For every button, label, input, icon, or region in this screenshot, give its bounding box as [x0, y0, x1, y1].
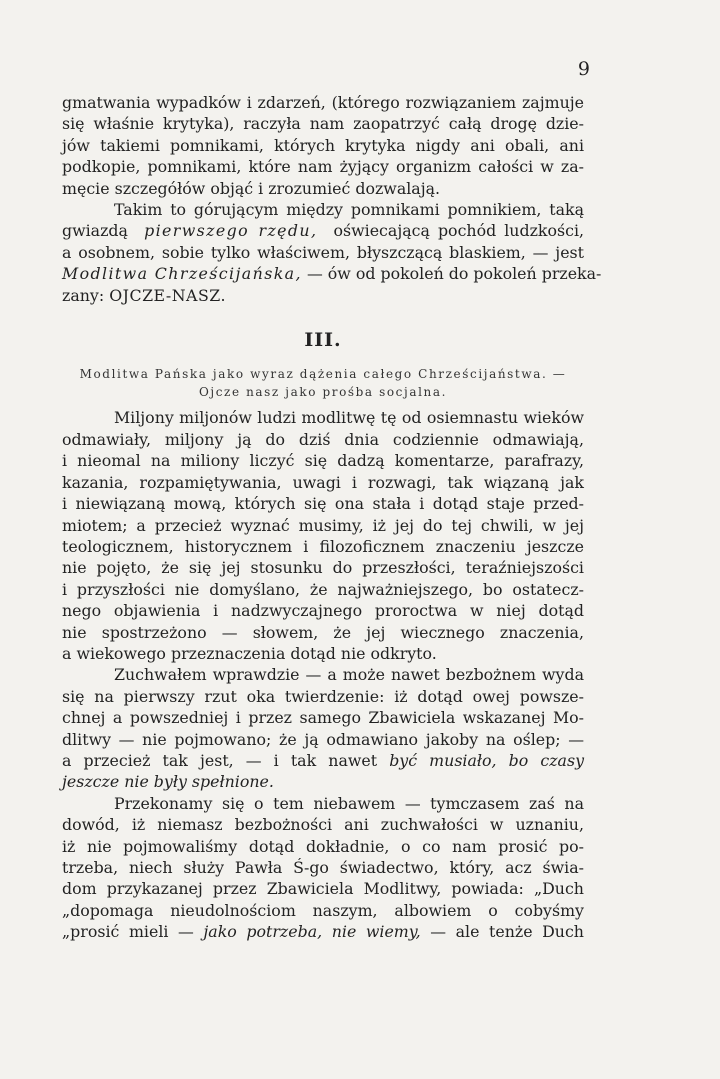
italic-text: jako potrzeba, nie wiemy,	[203, 922, 421, 942]
text-line: Zuchwałem wprawdzie — a może nawet bezbożnem wyda	[114, 665, 584, 685]
section-subtitle	[62, 365, 584, 401]
text-line: męcie szczegółów objąć i zrozumieć dozwalają.	[62, 178, 441, 198]
text-line: podkopie, pomnikami, które nam żyjący organizm całości w za-	[62, 157, 584, 177]
text-line: i przyszłości nie domyślano, że najważniejszego, bo ostatecz-	[62, 579, 584, 599]
text-line: a wiekowego przeznaczenia dotąd nie odkryto.	[62, 643, 437, 663]
paragraph-2	[62, 199, 602, 306]
italic-text: Modlitwa Chrześcijańska,	[62, 264, 302, 284]
text-line: i nieomal na miliony liczyć się dadzą komentarze, parafrazy,	[62, 451, 584, 471]
text-line: iż nie pojmowaliśmy dotąd dokładnie, o co nam prosić po-	[62, 836, 584, 856]
text-line: trzeba, niech służy Pawła Ś-go świadectwo, który, acz świa-	[62, 858, 584, 877]
text-line: odmawiały, miljony ją do dziś dnia codziennie odmawiają,	[62, 429, 584, 449]
text-line: teologicznem, historycznem i filozoficznem znaczeniu jeszcze	[62, 536, 584, 556]
text-line: miotem; a przecież wyznać musimy, iż jej do tej chwili, w jej	[62, 515, 584, 535]
text-line: nie pojęto, że się jej stosunku do przeszłości, teraźniejszości	[62, 558, 584, 578]
subtitle-line: Modlitwa Pańska jako wyraz dążenia całego Chrześcijaństwa. —	[79, 367, 567, 382]
section-heading: III.	[304, 329, 342, 352]
text-line: Takim to górującym między pomnikami pomnikiem, taką	[114, 200, 584, 220]
paragraph-4	[62, 664, 584, 792]
text-line	[62, 263, 602, 284]
paragraph-3	[62, 407, 584, 664]
emphasized-text: OJCZE-NASZ.	[109, 285, 226, 305]
text-run: „prosić mieli —	[62, 922, 194, 942]
text-line: chnej a powszedniej i przez samego Zbawiciela wskazanej Mo-	[62, 708, 584, 728]
text-line: nie spostrzeżono — słowem, że jej wiecznego znaczenia,	[62, 622, 584, 642]
paragraph-1	[62, 92, 584, 199]
text-line	[62, 220, 584, 241]
text-line: Przekonamy się o tem niebawem — tymczasem zaś na	[114, 793, 584, 813]
text-line: „dopomaga nieudolnościom naszym, albowiem o cobyśmy	[62, 900, 584, 920]
page-body	[62, 92, 602, 943]
text-line	[62, 921, 584, 942]
text-line: dowód, iż niemasz bezbożności ani zuchwałości w uznaniu,	[62, 815, 584, 835]
text-run: gwiazdą	[62, 221, 128, 241]
text-run: oświecającą pochód ludzkości,	[333, 221, 585, 241]
text-line: jów takiemi pomnikami, których krytyka nigdy ani obali, ani	[62, 135, 584, 155]
text-line: a osobnem, sobie tylko właściwem, błyszczącą blaskiem, — jest	[62, 242, 584, 262]
text-line: nego objawienia i nadzwyczajnego proroctwa w niej dotąd	[62, 601, 584, 621]
text-line	[62, 750, 584, 771]
italic-text: pierwszego rzędu,	[144, 221, 318, 241]
subtitle-line: Ojcze nasz jako prośba socjalna.	[198, 385, 448, 400]
text-line: się właśnie krytyka), raczyła nam zaopatrzyć całą drogę dzie-	[62, 114, 584, 134]
page-number: 9	[577, 58, 590, 80]
text-run: zany:	[62, 285, 105, 305]
italic-text: jeszcze nie były spełnione.	[62, 772, 274, 792]
text-run: — ów od pokoleń do pokoleń przeka-	[306, 264, 602, 284]
text-line: gmatwania wypadków i zdarzeń, (którego rozwiązaniem zajmuje	[62, 93, 584, 112]
text-line: dom przykazanej przez Zbawiciela Modlitwy, powiada: „Duch	[62, 879, 584, 899]
text-run: a przecież tak jest, — i tak nawet	[62, 750, 378, 770]
text-line: i niewiązaną mową, których się ona stała i dotąd staje przed-	[62, 494, 584, 514]
text-line: kazania, rozpamiętywania, uwagi i rozwagi, tak wiązaną jak	[62, 472, 584, 492]
italic-text: być musiało, bo czasy	[389, 750, 584, 770]
text-line	[62, 285, 584, 306]
text-line: dlitwy — nie pojmowano; że ją odmawiano jakoby na oślep; —	[62, 729, 584, 749]
text-run: — ale tenże Duch	[430, 922, 584, 942]
text-line: Miljony miljonów ludzi modlitwę tę od osiemnastu wieków	[114, 408, 584, 428]
paragraph-5	[62, 793, 584, 943]
text-line	[62, 771, 584, 792]
text-line: się na pierwszy rzut oka twierdzenie: iż dotąd owej powsze-	[62, 686, 584, 706]
